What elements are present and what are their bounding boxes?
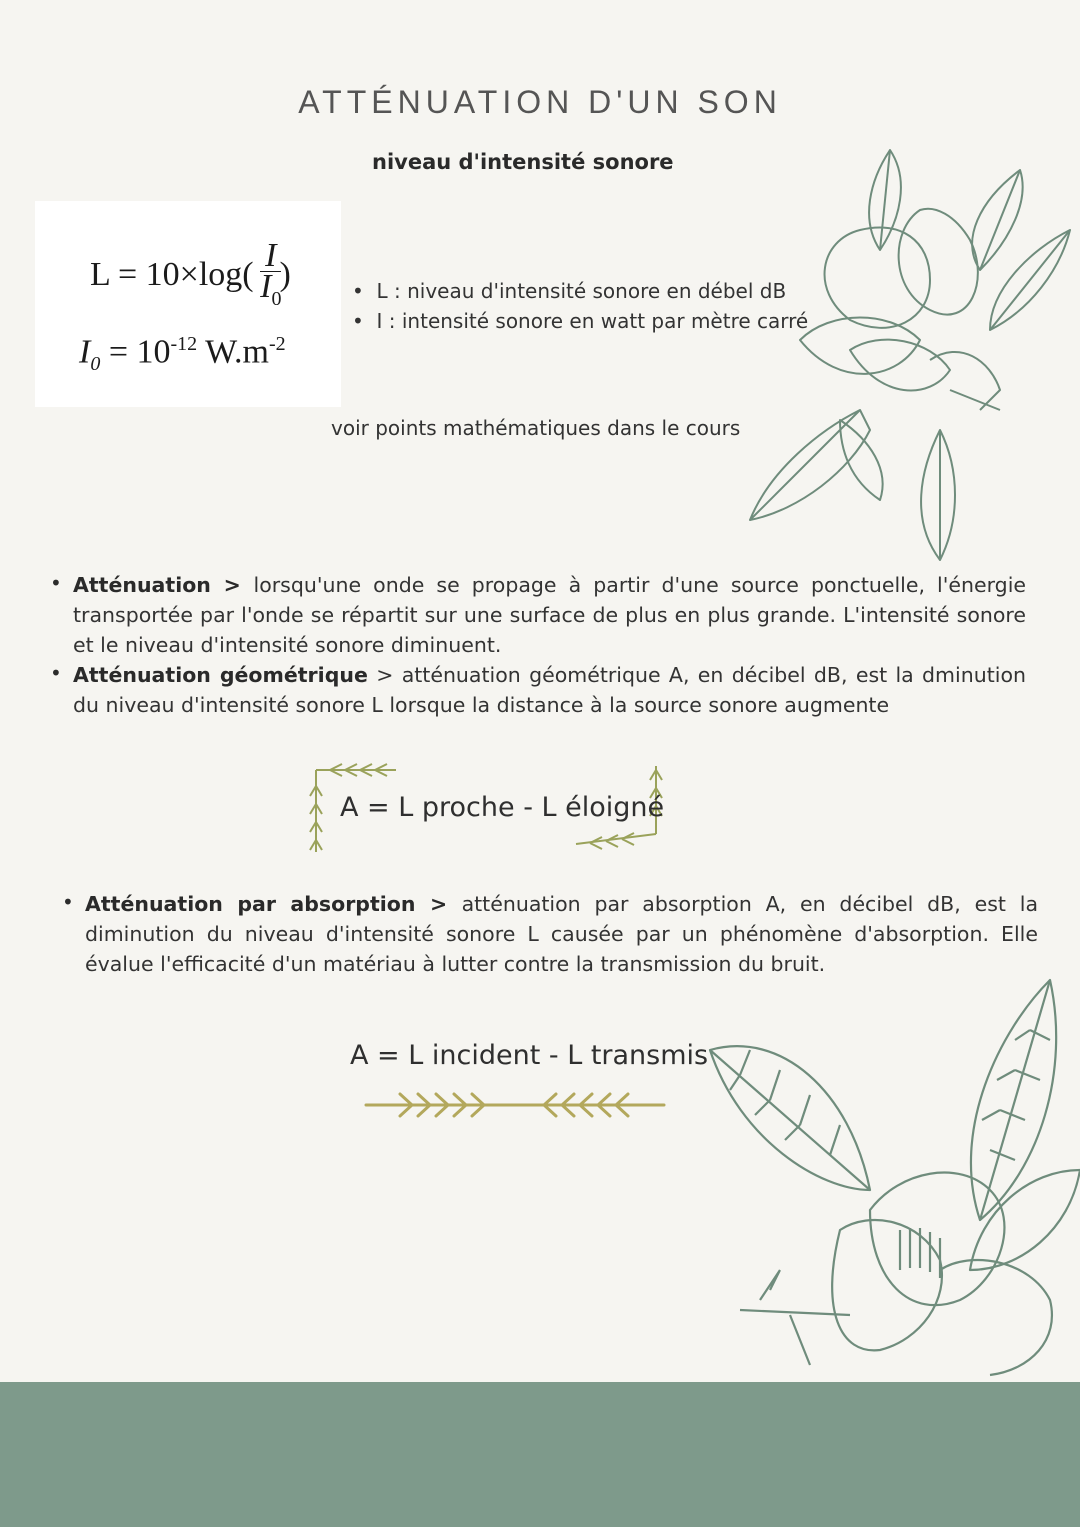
ref-eq: = 10 <box>100 333 171 371</box>
page-title: ATTÉNUATION D'UN SON <box>298 84 782 120</box>
reference-intensity <box>79 333 286 376</box>
section-term: Atténuation géométrique <box>73 663 368 687</box>
section-sep: > <box>210 573 254 597</box>
laurel-divider <box>360 1090 670 1120</box>
ref-unit: W.m <box>197 333 269 371</box>
bullet-dot: • <box>50 661 62 685</box>
level-formula <box>90 237 291 314</box>
bullet-dot: • <box>50 571 62 595</box>
section-term: Atténuation <box>73 573 211 597</box>
section-geometric <box>73 660 1026 720</box>
equation-absorption: A = L incident - L transmis <box>350 1040 709 1071</box>
denominator-I: I <box>260 268 272 305</box>
formula-box <box>35 201 341 407</box>
subtitle: niveau d'intensité sonore <box>372 150 674 174</box>
section-sep: > <box>367 663 402 687</box>
ref-sub: 0 <box>90 353 101 376</box>
equation-geometric: A = L proche - L éloigné <box>340 792 665 823</box>
definition-item: • L : niveau d'intensité sonore en débel dB <box>352 279 787 303</box>
fraction-numerator: I <box>260 241 281 272</box>
definition-item: • I : intensité sonore en watt par mètre carré <box>352 309 809 333</box>
section-text: atténuation par absorption A, en décibel dB, est la diminution du niveau d'intensité sonore L causée par un phénomène d'absorption. Elle évalue l'efficacité d'un matériau à lutter contre la transmission du bruit. <box>85 892 1039 976</box>
section-attenuation <box>73 570 1026 660</box>
section-term: Atténuation par absorption <box>85 892 416 916</box>
magnolia-illustration-top <box>740 140 1080 570</box>
section-text: lorsqu'une onde se propage à partir d'une source ponctuelle, l'énergie transportée par l'onde se répartit sur une surface de plus en plus grande. L'intensité sonore et le niveau d'intensité sonore diminuent. <box>73 573 1026 657</box>
magnolia-illustration-bottom <box>700 970 1080 1382</box>
formula-lhs: L = 10×log( <box>90 256 254 294</box>
ref-I: I <box>79 333 91 371</box>
section-sep: > <box>415 892 462 916</box>
ref-exp: -12 <box>170 333 198 355</box>
definition-text: L : niveau d'intensité sonore en débel dB <box>376 279 787 303</box>
bullet-dot: • <box>62 890 74 914</box>
footer-band <box>0 1382 1080 1527</box>
formula-close: ) <box>279 256 291 294</box>
definition-text: I : intensité sonore en watt par mètre carré <box>376 309 809 333</box>
section-text: atténuation géométrique A, en décibel dB, est la dminution du niveau d'intensité sonore L lorsque la distance à la source sonore augmente <box>73 663 1026 717</box>
denominator-sub: 0 <box>271 287 282 310</box>
course-note: voir points mathématiques dans le cours <box>331 416 741 440</box>
section-absorption <box>85 889 1038 979</box>
ref-unit-exp: -2 <box>269 333 286 355</box>
